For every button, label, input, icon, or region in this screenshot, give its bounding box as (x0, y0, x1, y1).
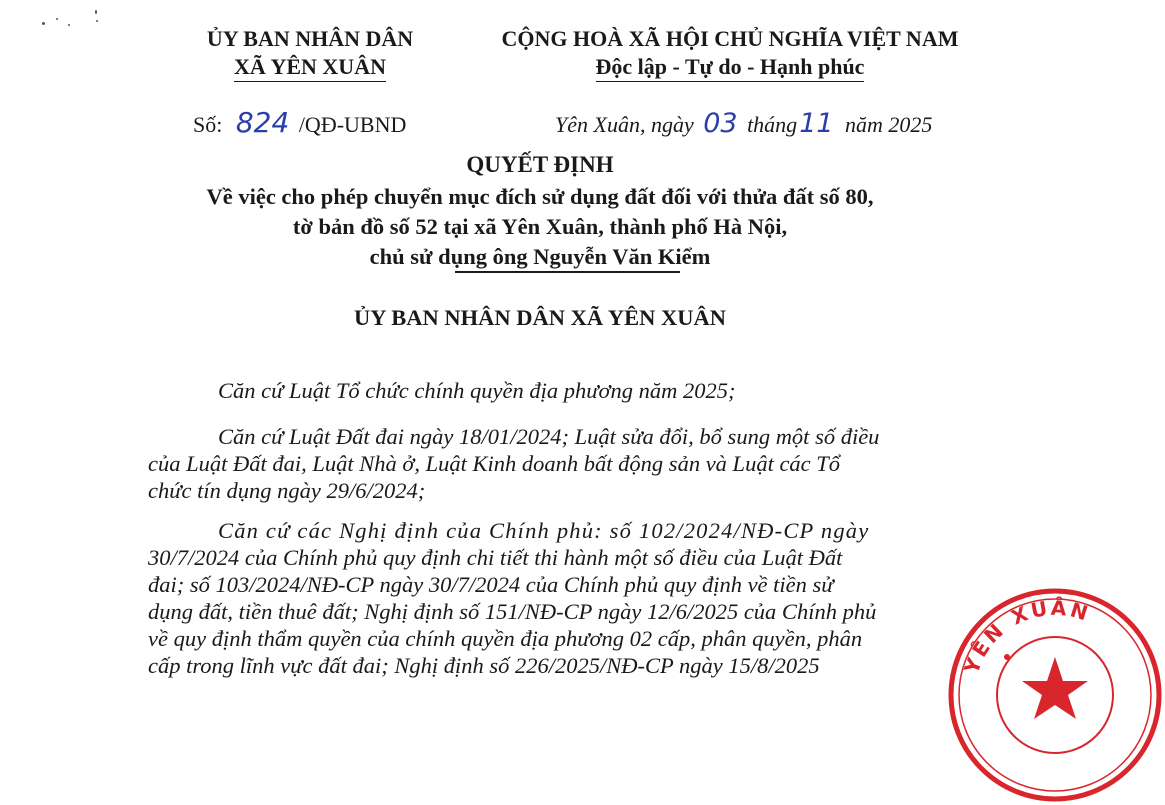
national-motto: Độc lập - Tự do - Hạnh phúc (596, 54, 865, 82)
basis-paragraph-1: Căn cứ Luật Tổ chức chính quyền địa phương năm 2025; (218, 378, 736, 403)
subject-underline (455, 271, 680, 273)
number-prefix: Số: (193, 112, 223, 137)
basis-paragraph-3-line-2: 30/7/2024 của Chính phủ quy định chi tiết thi hành một số điều của Luật Đất (148, 545, 843, 570)
basis-paragraph-2-line-3: chức tín dụng ngày 29/6/2024; (148, 478, 426, 503)
subject-line-3-text: chủ sử dụng ông Nguyễn Văn Kiểm (369, 244, 711, 269)
basis-paragraph-3-line-3: đai; số 103/2024/NĐ-CP ngày 30/7/2024 của Chính phủ quy định về tiền sử (148, 572, 834, 597)
subject-line-3 (140, 242, 940, 272)
issuing-authority: ỦY BAN NHÂN DÂN XÃ YÊN XUÂN (353, 305, 727, 330)
svg-text:YÊN XUÂN (959, 596, 1094, 678)
basis-paragraph-3-line-4: dụng đất, tiền thuê đất; Nghị định số 151/NĐ-CP ngày 12/6/2025 của Chính phủ (148, 599, 877, 624)
decision-subject (140, 182, 940, 272)
national-title: CỘNG HOÀ XÃ HỘI CHỦ NGHĨA VIỆT NAM (501, 26, 959, 51)
seal-text: YÊN XUÂN (959, 595, 1094, 677)
basis-paragraph-3-line-5: về quy định thẩm quyền của chính quyền địa phương 02 cấp, phân quyền, phân (148, 626, 863, 651)
date-place: Yên Xuân, ngày (555, 112, 694, 137)
handwritten-number: 824 (235, 106, 290, 139)
decision-title: QUYẾT ĐỊNH (466, 152, 614, 177)
document-number (193, 106, 406, 139)
handwritten-day: 03 (703, 108, 738, 139)
subject-line-1: Về việc cho phép chuyển mục đích sử dụng đất đối với thửa đất số 80, (206, 184, 874, 209)
number-suffix: /QĐ-UBND (298, 112, 407, 137)
national-header (470, 26, 990, 82)
basis-paragraph-3-line-6: cấp trong lĩnh vực đất đai; Nghị định số 226/2025/NĐ-CP ngày 15/8/2025 (148, 653, 820, 678)
subject-line-2: tờ bản đồ số 52 tại xã Yên Xuân, thành phố Hà Nội, (292, 214, 788, 239)
date-month-label: tháng (747, 112, 798, 137)
basis-paragraph-2-line-2: của Luật Đất đai, Luật Nhà ở, Luật Kinh doanh bất động sản và Luật các Tổ (148, 451, 841, 476)
issuer-name (190, 26, 430, 82)
official-seal (945, 585, 1165, 805)
issuer-line-1: ỦY BAN NHÂN DÂN (206, 26, 414, 51)
basis-paragraph-2-line-1: Căn cứ Luật Đất đai ngày 18/01/2024; Luật sửa đổi, bổ sung một số điều (218, 424, 880, 449)
date-year: năm 2025 (845, 112, 933, 137)
document-date (555, 108, 932, 139)
issuer-line-2: XÃ YÊN XUÂN (234, 54, 386, 82)
handwritten-month: 11 (799, 108, 834, 139)
basis-paragraph-3-line-1: Căn cứ các Nghị định của Chính phủ: số 102/2024/NĐ-CP ngày (218, 518, 870, 543)
